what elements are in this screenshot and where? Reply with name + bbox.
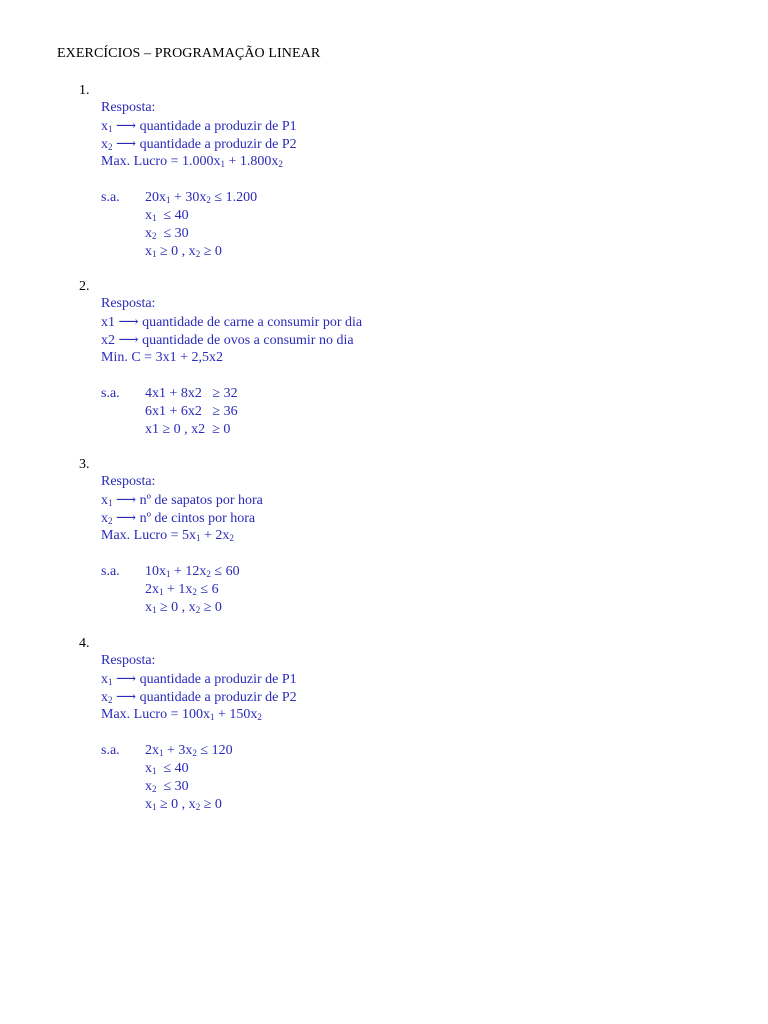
subject-to-label: s.a.	[101, 564, 120, 579]
subject-to-label: s.a.	[101, 743, 120, 758]
variable-definition: $x_2$ ⟶ quantidade a produzir de P2	[101, 137, 297, 152]
exercise-number: 3.	[79, 457, 90, 472]
objective-function: Min. C = 3x1 + 2,5x2	[101, 350, 223, 365]
objective-function: Max. Lucro = $100x_1 + 150x_2$	[101, 707, 262, 722]
answer-label: Resposta:	[101, 100, 156, 115]
constraint: $x_2 \le 30$	[145, 226, 189, 241]
constraint: $x_1 \ge 0$ , $x_2 \ge 0$	[145, 600, 222, 615]
constraint: $10x_1 + 12x_2 \le 60$	[145, 564, 240, 579]
answer-label: Resposta:	[101, 653, 156, 668]
constraint: $x_2 \le 30$	[145, 779, 189, 794]
variable-definition: x2 ⟶ quantidade de ovos a consumir no dia	[101, 333, 354, 348]
constraint: $2x_1 + 3x_2 \le 120$	[145, 743, 233, 758]
subject-to-label: s.a.	[101, 190, 120, 205]
document-title: EXERCÍCIOS – PROGRAMAÇÃO LINEAR	[57, 46, 321, 61]
variable-definition: $x_2$ ⟶ quantidade a produzir de P2	[101, 690, 297, 705]
exercise-number: 1.	[79, 83, 90, 98]
constraint: 4x1 + 8x2 ≥ 32	[145, 386, 238, 401]
answer-label: Resposta:	[101, 296, 156, 311]
constraint: $x_1 \ge 0$ , $x_2 \ge 0$	[145, 797, 222, 812]
variable-definition: $x_1$ ⟶ nº de sapatos por hora	[101, 493, 263, 508]
subject-to-label: s.a.	[101, 386, 120, 401]
variable-definition: $x_2$ ⟶ nº de cintos por hora	[101, 511, 256, 526]
answer-label: Resposta:	[101, 474, 156, 489]
objective-function: Max. Lucro = $5x_1 + 2x_2$	[101, 528, 234, 543]
constraint: $2x_1 + 1x_2 \le 6$	[145, 582, 219, 597]
constraint: x1 ≥ 0 , x2 ≥ 0	[145, 422, 231, 437]
exercise-number: 4.	[79, 636, 90, 651]
variable-definition: $x_1$ ⟶ quantidade a produzir de P1	[101, 119, 297, 134]
variable-definition: $x_1$ ⟶ quantidade a produzir de P1	[101, 672, 297, 687]
constraint: $20x_1 + 30x_2 \le 1.200$	[145, 190, 258, 205]
constraint: $x_1 \le 40$	[145, 208, 189, 223]
constraint: $x_1 \le 40$	[145, 761, 189, 776]
variable-definition: x1 ⟶ quantidade de carne a consumir por dia	[101, 315, 363, 330]
objective-function: Max. Lucro = $1.000x_1 + 1.800x_2$	[101, 154, 283, 169]
constraint: 6x1 + 6x2 ≥ 36	[145, 404, 238, 419]
exercise-number: 2.	[79, 279, 90, 294]
constraint: $x_1 \ge 0$ , $x_2 \ge 0$	[145, 244, 222, 259]
